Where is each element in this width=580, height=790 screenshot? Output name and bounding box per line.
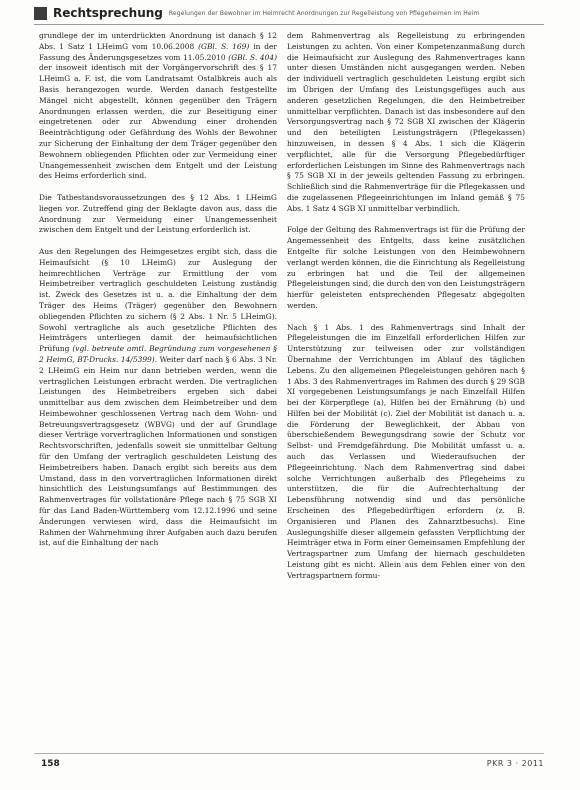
running-header xyxy=(34,4,544,22)
right-text-column xyxy=(287,31,525,744)
paragraph xyxy=(39,247,277,549)
journal-reference: PKR 3 · 2011 xyxy=(486,759,544,768)
footer-divider xyxy=(34,753,544,754)
header-divider xyxy=(34,24,544,25)
text-run: in der Fassung des Änderungsgesetzes vom 11.05.2010 xyxy=(39,41,277,62)
paragraph: Nach § 1 Abs. 1 des Rahmenvertrags sind Inhalt der Pflegeleistungen die im Einzelfall erforderlichen Hilfen zur Unterstützung zur teilweisen oder zur vollständigen Übernahme der Verrichtungen im Ablauf des täglichen Lebens. Zu den allgemeinen Pflegeleistungen gehören nach § 1 Abs. 3 des Rahmenvertrages im Rahmen des durch § 29 SGB XI vorgegebenen Leistungsumfangs je nach Einzelfall Hilfen bei der Körperpflege (a), Hilfen bei der Ernährung (b) und Hilfen bei der Mobilität (c). Ziel der Mobilität ist danach u. a. die Förderung der Beweglichkeit, der Abbau von überschießendem Bewegungsdrang sowie der Schutz vor Selbst- und Fremdgefährdung. Die Mobilität umfasst u. a. auch das Verlassen und Wiederaufsuchen der Pflegeeinrichtung. Nach dem Rahmenvertrag sind dabei solche Verrichtungen außerhalb des Pflegeheims zu unterstützen, die für die Aufrechterhaltung der Lebensführung notwendig sind und das persönliche Erscheinen des Pflegebedürftigen erfordern (z. B. Organisieren und Planen des Zahnarztbesuchs). Eine Auslegungshilfe dieser allgemein gefassten Verpflichtung der Heimträger etwa in Form einer Gemeinsamen Empfehlung der Vertragspartner zum Umfang der hiernach geschuldeten Leistung gibt es nicht. Allein aus dem Fehlen einer von den Vertragspartnern formu- xyxy=(287,322,525,580)
paragraph: Die Tatbestandsvoraussetzungen des § 12 Abs. 1 LHeimG liegen vor. Zutreffend ging der Beklagte davon aus, dass die Anordnung zur Vermeidung einer Unangemessenheit zwischen dem Entgelt und der Leistung erforderlich ist. xyxy=(39,192,277,235)
text-run: Aus den Regelungen des Heimgesetzes ergibt sich, dass die Heimaufsicht (§ 10 LHeimG) zur Auslegung der heimrechtlichen Verträge zur Ermittlung der vom Heimbetreiber vertraglich geschuldeten Leistung zuständig ist. Zweck des Gesetzes ist u. a. die Einhaltung der dem Träger des Heims (Träger) gegenüber den Bewohnern obliegenden Pflichten zu sichern (§ 2 Abs. 1 Nr. 5 LHeimG). Sowohl vertragliche als auch gesetzliche Pflichten des Heimträgers unterliegen damit der heimaufsichtlichen Prüfung xyxy=(39,246,277,354)
text-run: der insoweit identisch mit der Vorgängervorschrift des § 17 LHeimG a. F. ist, die vom Landratsamt Ostalbkreis auch als Basis herangezogen wurde. Werden danach festgestellte Mängel nicht abgestellt, können gegenüber den Trägern Anordnungen erlassen werden, die zur Beseitigung einer eingetretenen oder zur Abwendung einer drohenden Beeinträchtigung oder Gefährdung des Wohls der Bewohner zur Sicherung der Einhaltung der dem Träger gegenüber den Bewohnern obliegenden Pflichten oder zur Vermeidung einer Unangemessenheit zwischen dem Entgelt und der Leistung des Heims erforderlich sind. xyxy=(39,63,277,181)
page-number: 158 xyxy=(41,759,60,769)
left-text-column xyxy=(39,31,277,744)
citation: (vgl. betreute amtl. Begründung zum vorgesehenen § 2 HeimG, BT-Drucks. 14/5399) xyxy=(39,344,277,364)
text-run: . Weiter darf nach § 6 Abs. 3 Nr. 2 LHeimG ein Heim nur dann betrieben werden, wenn die vertraglichen Leistungen erbracht werden. Die vertraglichen Leistungen des Heimbetreibers ergeben sich dabei unmittelbar aus dem zwischen dem Heimbetreiber und dem Heimbewohner geschlossenen Vertrag nach dem Wohn- und Betreuungsvertragsgesetz (WBVG) und der auf Grundlage dieser Verträge vorvertraglichen Informationen und sonstigen Rechtsvorschriften, jedenfalls soweit sie unmittelbar Geltung für den Umfang der vertraglich geschuldeten Leistung des Heimbetreibers haben. Danach ergibt sich bereits aus dem Umstand, dass in den vorvertraglichen Informationen direkt hinsichtlich des Leistungsumfangs auf Bestimmungen des Rahmenvertrages für vollstationäre Pflege nach § 75 SGB XI für das Land Baden-Württemberg vom 12.12.1996 und seine Änderungen verwiesen wird, dass die Heimaufsicht im Rahmen der Wahrnehmung ihrer Aufgaben auch dazu berufen ist, auf die Einhaltung der nach xyxy=(39,354,277,548)
paragraph: dem Rahmenvertrag als Regelleistung zu erbringenden Leistungen zu achten. Von einer Kompetenzanmaßung durch die Heimaufsicht zur Auslegung des Rahmenvertrages kann unter diesen Umständen nicht ausgegangen werden. Neben der individuell vertraglich geschuldeten Leistung ergibt sich im Übrigen der Umfang des Leistungsgefüges auch aus anderen gesetzlichen Regelungen, die den Heimbetreiber unmittelbar verpflichten. Danach ist das insbesondere auf den Versorgungsvertrag nach § 72 SGB XI zwischen der Klägerin und den beteiligten Leistungsträgern (Pflegekassen) hinzuweisen, in dessen § 4 Abs. 1 sich die Klägerin verpflichtet, alle für die Versorgung Pflegebedürftiger erforderlichen Leistungen im Sinne des Rahmenvertrags nach § 75 SGB XI in der jeweils geltenden Fassung zu erbringen. Schließlich sind die Rahmenverträge für die Pflegekassen und die zugelassenen Pflegeeinrichtungen im Inland gemäß § 75 Abs. 1 Satz 4 SGB XI unmittelbar verbindlich. xyxy=(287,31,525,213)
paragraph: Folge der Geltung des Rahmenvertrags ist für die Prüfung der Angemessenheit des Entgelts, dass keine zusätzlichen Entgelte für solche Leistungen von den Heimbewohnern verlangt werden können, die die Einrichtung als Regelleistung zu erbringen hat und die Teil der allgemeinen Pflegeleistungen sind, die durch den von den Leistungsträgern hierfür geleisteten entsprechenden Pflegesatz abgegolten werden. xyxy=(287,225,525,310)
section-title: Rechtsprechung xyxy=(53,6,163,20)
section-marker xyxy=(34,7,47,20)
citation: (GBl. S. 169) xyxy=(198,41,250,51)
citation: (GBl. S. 404) xyxy=(228,52,277,62)
paragraph xyxy=(39,31,277,182)
header-subtitle: Regelungen der Bewohner im Heimrecht Anordnungen zur Regelleistung von Pflegeheimen im Heim xyxy=(168,9,480,17)
text-run: grundlege der im unterdrückten Anordnung ist danach § 12 Abs. 1 Satz 1 LHeimG vom 10.06.2008 xyxy=(39,31,277,51)
